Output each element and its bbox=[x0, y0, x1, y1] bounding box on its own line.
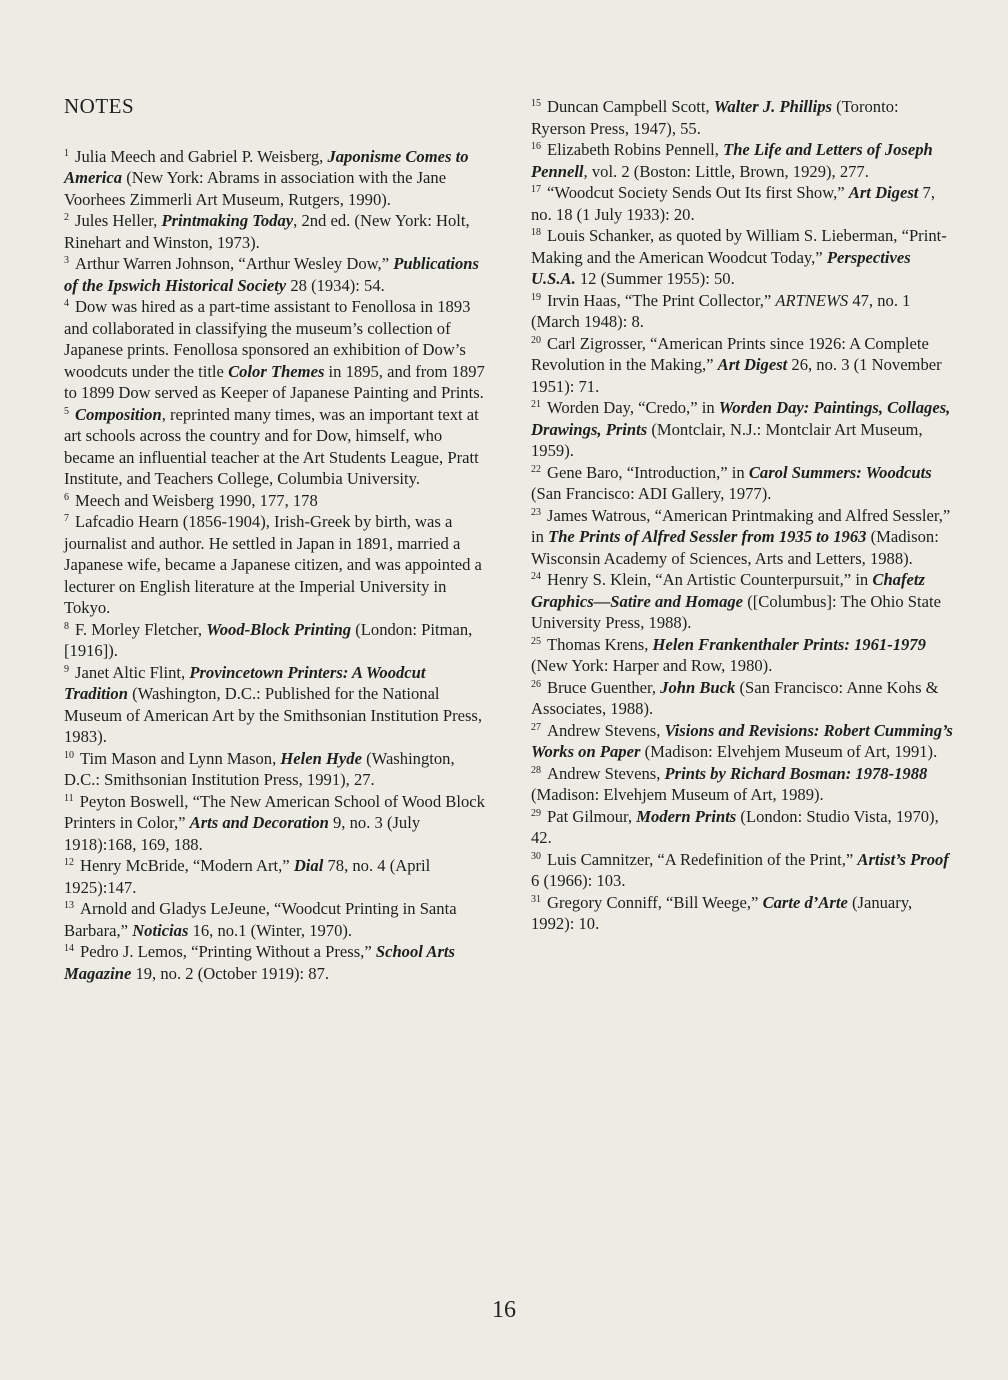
footnote bbox=[64, 490, 488, 512]
footnote-text: Meech and Weisberg 1990, 177, 178 bbox=[75, 490, 318, 510]
footnote bbox=[531, 677, 953, 720]
footnote-title: The Prints of Alfred Sessler from 1935 to 1963 bbox=[548, 527, 867, 546]
footnote-number: 9 bbox=[64, 663, 69, 675]
footnote-text: (Madison: Elvehjem Museum of Art, 1989). bbox=[531, 785, 824, 804]
footnote-text: (London: Pitman, [1916]). bbox=[64, 619, 473, 660]
footnote-title: Dial bbox=[293, 856, 324, 875]
footnote-text: Gene Baro, “Introduction,” in bbox=[547, 462, 749, 482]
footnote-number: 16 bbox=[531, 141, 541, 152]
footnote-number: 12 bbox=[64, 857, 74, 868]
footnote-text: Andrew Stevens, bbox=[547, 720, 665, 740]
footnote-text: Arthur Warren Johnson, “Arthur Wesley Dow,” bbox=[75, 254, 394, 273]
footnote-text: , vol. 2 (Boston: Little, Brown, 1929), 277. bbox=[583, 161, 869, 181]
footnote-text: Worden Day, “Credo,” in bbox=[547, 398, 719, 417]
footnote-text: , reprinted many times, was an important text at art schools across the country and for Dow, himself, who became an influential teacher at the Art Students League, Pratt Institute, and Teachers College, Columbia University. bbox=[64, 404, 479, 488]
footnote-text: Elizabeth Robins Pennell, bbox=[547, 140, 724, 159]
footnote-text: 12 (Summer 1955): 50. bbox=[575, 269, 735, 288]
footnote bbox=[64, 511, 488, 619]
footnote bbox=[531, 505, 953, 570]
footnote bbox=[64, 404, 488, 490]
footnote-title: Provincetown Printers: A Woodcut Tradition bbox=[64, 662, 426, 703]
footnote-number: 18 bbox=[531, 227, 541, 238]
footnote-number: 11 bbox=[64, 792, 74, 804]
footnote-text: Luis Camnitzer, “A Redefinition of the Print,” bbox=[547, 849, 858, 869]
footnote bbox=[64, 619, 488, 662]
footnote bbox=[531, 397, 953, 462]
footnote-text: Peyton Boswell, “The New American School of Wood Block Printers in Color,” bbox=[64, 791, 485, 832]
footnote-number: 26 bbox=[531, 678, 541, 690]
footnote bbox=[531, 462, 953, 505]
footnote bbox=[64, 898, 488, 941]
footnote-title: Color Themes bbox=[228, 361, 325, 381]
footnote-text: Andrew Stevens, bbox=[547, 763, 665, 783]
footnote-text: (San Francisco: Anne Kohs & Associates, 1988). bbox=[531, 677, 939, 718]
footnote-title: John Buck bbox=[660, 677, 736, 697]
footnote-number: 24 bbox=[531, 571, 541, 582]
footnote bbox=[64, 855, 488, 898]
footnote-text: Duncan Campbell Scott, bbox=[547, 97, 714, 116]
footnote-text: 9, no. 3 (July 1918):168, 169, 188. bbox=[64, 813, 421, 854]
footnote-title: Prints by Richard Bosman: 1978-1988 bbox=[664, 763, 928, 783]
footnote-text: Irvin Haas, “The Print Collector,” bbox=[547, 290, 776, 310]
footnote-number: 8 bbox=[64, 620, 69, 632]
footnote-title: Visions and Revisions: Robert Cumming’s Works on Paper bbox=[531, 720, 953, 761]
footnote-text: (Madison: Wisconsin Academy of Sciences, Arts and Letters, 1988). bbox=[531, 527, 939, 568]
footnote bbox=[64, 748, 488, 791]
footnote bbox=[531, 333, 953, 398]
footnote-text: (Toronto: Ryerson Press, 1947), 55. bbox=[531, 97, 899, 138]
footnote bbox=[531, 806, 953, 849]
footnote-number: 13 bbox=[64, 900, 74, 911]
footnote-text: (New York: Harper and Row, 1980). bbox=[531, 656, 773, 675]
footnote-title: Carol Summers: Woodcuts bbox=[748, 462, 932, 482]
footnote bbox=[531, 892, 953, 935]
footnote-number: 29 bbox=[531, 807, 541, 819]
footnote-text: (January, 1992): 10. bbox=[531, 892, 913, 933]
footnote bbox=[64, 662, 488, 748]
footnote-number: 28 bbox=[531, 764, 541, 776]
footnote-number: 21 bbox=[531, 399, 541, 410]
footnote bbox=[531, 96, 953, 139]
footnote-title: Art Digest bbox=[717, 355, 788, 374]
footnote bbox=[64, 253, 488, 296]
footnote-number: 25 bbox=[531, 635, 541, 647]
notes-list-left bbox=[64, 146, 488, 985]
footnote-title: Helen Frankenthaler Prints: 1961-1979 bbox=[652, 634, 926, 654]
notes-column-left bbox=[64, 96, 488, 984]
footnote bbox=[531, 182, 953, 225]
footnote bbox=[64, 146, 488, 211]
footnote bbox=[531, 763, 953, 806]
footnote-title: Wood-Block Printing bbox=[206, 619, 352, 639]
footnote-number: 3 bbox=[64, 255, 69, 266]
footnote-text: ([Columbus]: The Ohio State University Press, 1988). bbox=[531, 591, 941, 632]
footnote-text: 7, no. 18 (1 July 1933): 20. bbox=[531, 183, 935, 224]
footnote-text: Gregory Conniff, “Bill Weege,” bbox=[547, 892, 763, 912]
footnote-text: (Madison: Elvehjem Museum of Art, 1991). bbox=[640, 742, 938, 761]
footnote-title: Printmaking Today bbox=[161, 211, 294, 230]
footnote bbox=[531, 569, 953, 634]
footnote-number: 19 bbox=[531, 291, 541, 303]
footnote bbox=[531, 849, 953, 892]
page-number: 16 bbox=[492, 1297, 516, 1323]
footnote-text: 6 (1966): 103. bbox=[531, 871, 626, 890]
footnote-number: 23 bbox=[531, 506, 541, 518]
footnote-title: Perspectives U.S.A. bbox=[531, 247, 911, 288]
footnote-number: 4 bbox=[64, 298, 69, 309]
footnote-text: Henry McBride, “Modern Art,” bbox=[80, 856, 294, 875]
footnote-text: (Montclair, N.J.: Montclair Art Museum, 1959). bbox=[531, 419, 923, 460]
footnote-number: 30 bbox=[531, 850, 541, 862]
footnote bbox=[531, 139, 953, 182]
footnote-text: Thomas Krens, bbox=[547, 634, 653, 654]
footnote-text: (Washington, D.C.: Smithsonian Institution Press, 1991), 27. bbox=[64, 748, 455, 789]
footnote-text: Carl Zigrosser, “American Prints since 1926: A Complete Revolution in the Making,” bbox=[531, 333, 929, 374]
footnote-number: 31 bbox=[531, 893, 541, 905]
footnote-title: School Arts Magazine bbox=[64, 942, 455, 983]
footnote-text: Louis Schanker, as quoted by William S. Lieberman, “Print-Making and the American Woodcut Today,” bbox=[531, 226, 947, 267]
footnote bbox=[531, 225, 953, 290]
footnote-title: Worden Day: Paintings, Collages, Drawings, Prints bbox=[531, 398, 951, 439]
footnote-text: , 2nd ed. (New York: Holt, Rinehart and Winston, 1973). bbox=[64, 211, 470, 252]
footnote-text: Pat Gilmour, bbox=[547, 806, 637, 826]
footnote-number: 15 bbox=[531, 98, 541, 109]
footnote-number: 22 bbox=[531, 463, 541, 475]
footnote-text: Tim Mason and Lynn Mason, bbox=[80, 748, 281, 768]
footnote-number: 20 bbox=[531, 334, 541, 346]
footnote-number: 17 bbox=[531, 184, 541, 195]
footnote-title: Artist’s Proof bbox=[857, 849, 949, 869]
footnote-title: Helen Hyde bbox=[280, 748, 362, 768]
footnote-title: Japonisme Comes to America bbox=[64, 146, 469, 187]
footnote-number: 6 bbox=[64, 491, 69, 503]
footnote-title: Modern Prints bbox=[636, 806, 737, 826]
footnote-number: 10 bbox=[64, 749, 74, 761]
footnote-title: Art Digest bbox=[848, 183, 919, 202]
footnote bbox=[64, 791, 488, 856]
footnote-title: Noticias bbox=[132, 920, 189, 940]
footnote-text: (London: Studio Vista, 1970), 42. bbox=[531, 806, 939, 847]
footnote-text: Arnold and Gladys LeJeune, “Woodcut Printing in Santa Barbara,” bbox=[64, 899, 457, 940]
footnote-text: 47, no. 1 (March 1948): 8. bbox=[531, 290, 911, 331]
footnote bbox=[64, 296, 488, 404]
footnote-number: 7 bbox=[64, 513, 69, 524]
footnote-text: (New York: Abrams in association with the Jane Voorhees Zimmerli Art Museum, Rutgers, 1990). bbox=[64, 168, 447, 209]
footnote-text: (San Francisco: ADI Gallery, 1977). bbox=[531, 484, 772, 503]
footnote-number: 27 bbox=[531, 721, 541, 733]
footnote-text: “Woodcut Society Sends Out Its first Show,” bbox=[547, 183, 849, 202]
footnote-title: Arts and Decoration bbox=[189, 813, 329, 832]
footnote bbox=[531, 290, 953, 333]
footnote-text: 28 (1934): 54. bbox=[286, 275, 385, 295]
footnote-title: Composition bbox=[75, 404, 162, 424]
footnote-title: The Life and Letters of Joseph Pennell bbox=[531, 140, 933, 181]
notes-heading: NOTES bbox=[64, 94, 135, 118]
footnote-text: 78, no. 4 (April 1925):147. bbox=[64, 856, 431, 897]
footnote-text: F. Morley Fletcher, bbox=[75, 619, 207, 639]
footnote-title: Walter J. Phillips bbox=[713, 97, 833, 116]
footnote bbox=[64, 941, 488, 984]
footnote-title: ARTNEWS bbox=[775, 290, 849, 310]
footnote bbox=[64, 210, 488, 253]
footnote-number: 5 bbox=[64, 405, 69, 417]
footnote bbox=[531, 720, 953, 763]
footnote-text: 16, no.1 (Winter, 1970). bbox=[188, 920, 353, 940]
footnote-text: Bruce Guenther, bbox=[547, 677, 661, 697]
footnote-text: Jules Heller, bbox=[75, 211, 162, 230]
footnote-number: 2 bbox=[64, 212, 69, 223]
footnote-text: 19, no. 2 (October 1919): 87. bbox=[131, 963, 330, 983]
footnote-text: Janet Altic Flint, bbox=[75, 662, 190, 682]
notes-list-right bbox=[531, 96, 953, 935]
footnote-text: 26, no. 3 (1 November 1951): 71. bbox=[531, 355, 942, 396]
footnote-text: James Watrous, “American Printmaking and Alfred Sessler,” in bbox=[531, 505, 951, 546]
footnote-text: Henry S. Klein, “An Artistic Counterpursuit,” in bbox=[547, 570, 873, 589]
footnote-text: Lafcadio Hearn (1856-1904), Irish-Greek by birth, was a journalist and author. He settled in Japan in 1891, married a Japanese wife, became a Japanese citizen, and was appointed a lecturer on English literature at the Imperial University in Tokyo. bbox=[64, 512, 482, 617]
footnote bbox=[531, 634, 953, 677]
footnote-text: Julia Meech and Gabriel P. Weisberg, bbox=[75, 146, 328, 166]
footnote-number: 14 bbox=[64, 943, 74, 954]
footnote-number: 1 bbox=[64, 147, 69, 159]
footnote-text: Pedro J. Lemos, “Printing Without a Press,” bbox=[80, 942, 376, 961]
footnote-text: Dow was hired as a part-time assistant to Fenollosa in 1893 and collaborated in classifying the museum’s collection of Japanese prints. Fenollosa sponsored an exhibition of Dow’s woodcuts under the title bbox=[64, 297, 471, 381]
notes-column-right bbox=[531, 96, 953, 935]
footnote-text: in 1895, and from 1897 to 1899 Dow served as Keeper of Japanese Painting and Prints. bbox=[64, 361, 485, 402]
footnote-title: Carte d’Arte bbox=[762, 892, 848, 912]
footnote-title: Chafetz Graphics—Satire and Homage bbox=[531, 570, 925, 611]
footnote-title: Publications of the Ipswich Historical Society bbox=[64, 254, 479, 295]
footnote-text: (Washington, D.C.: Published for the National Museum of American Art by the Smithsonian Institution Press, 1983). bbox=[64, 684, 483, 746]
